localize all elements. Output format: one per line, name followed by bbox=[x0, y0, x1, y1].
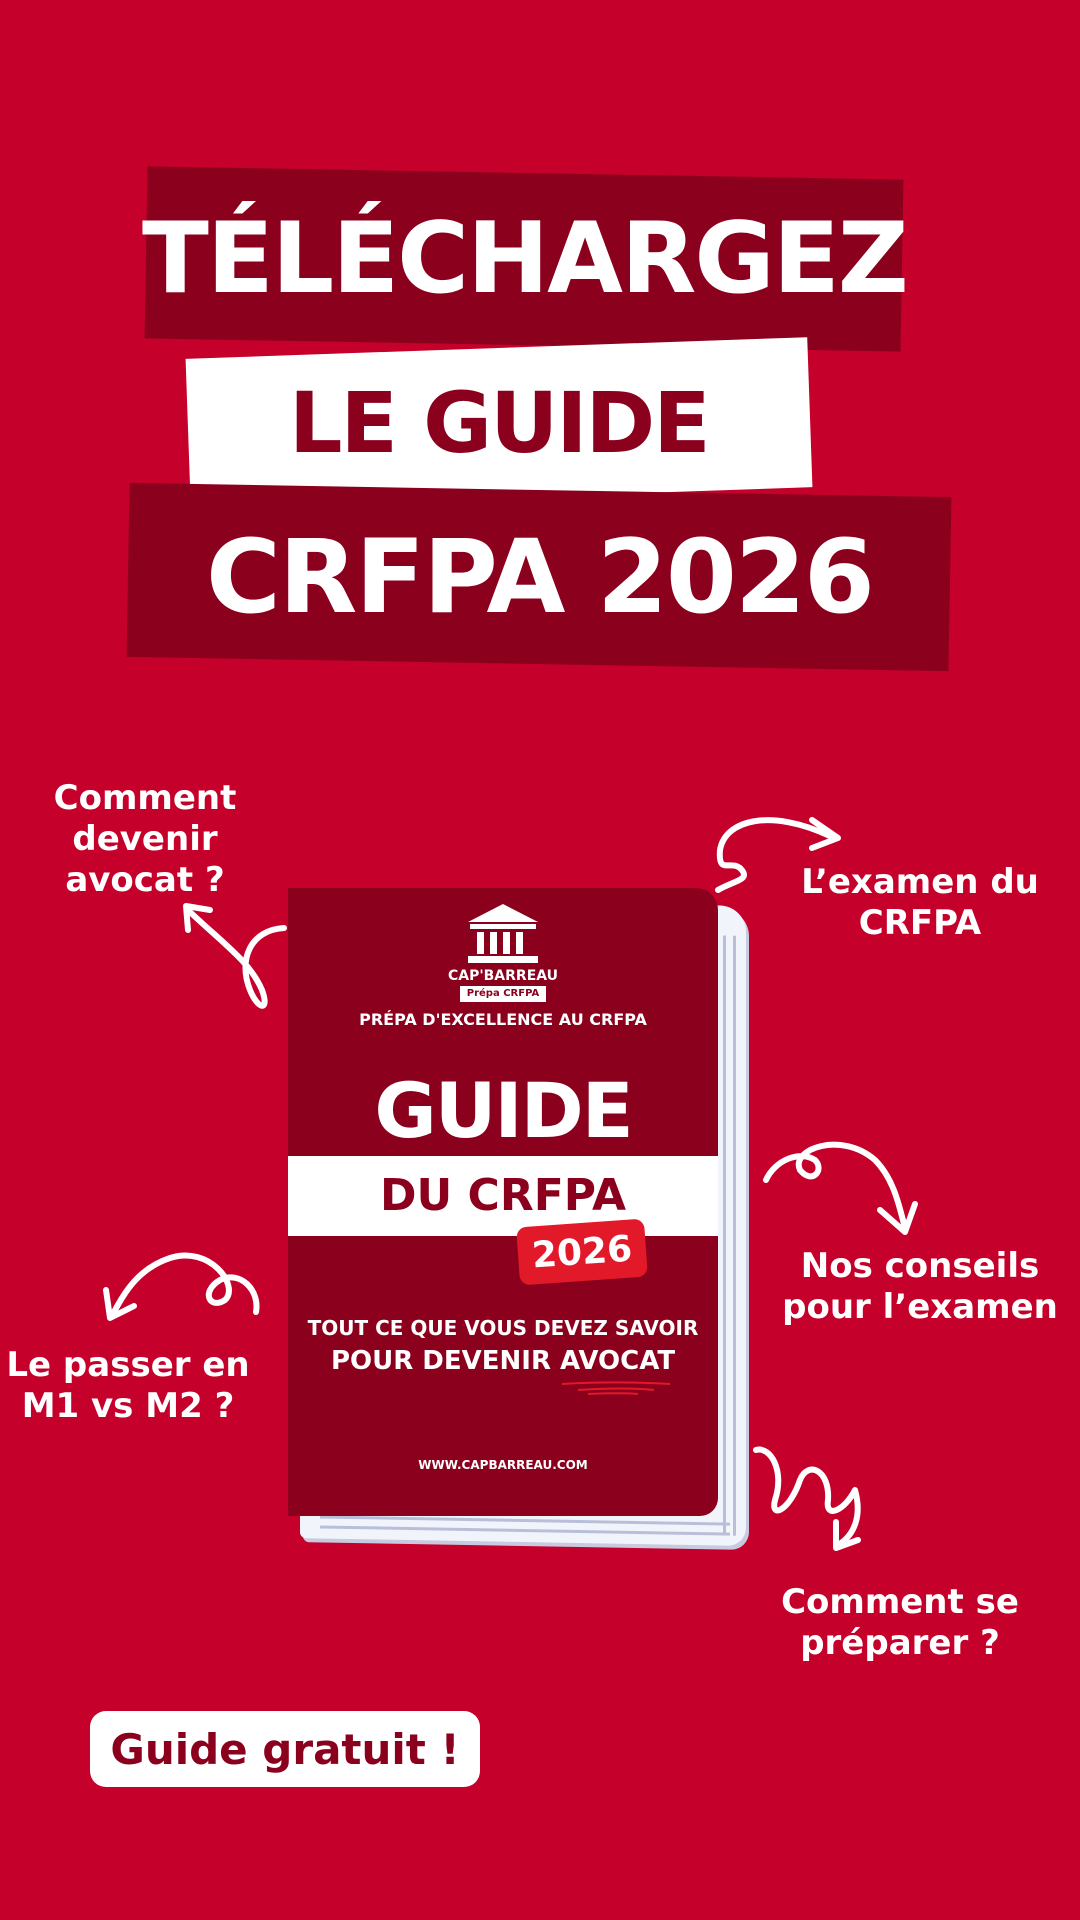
question-devenir-avocat: Comment devenir avocat ? bbox=[53, 778, 237, 900]
book-tagline: PRÉPA D'EXCELLENCE AU CRFPA bbox=[359, 1010, 647, 1029]
book-desc-line2: POUR DEVENIR AVOCAT bbox=[330, 1346, 676, 1376]
book-desc-line1: TOUT CE QUE VOUS DEVEZ SAVOIR bbox=[307, 1316, 699, 1340]
courthouse-icon bbox=[464, 902, 542, 966]
book-brand: CAP'BARREAU bbox=[447, 968, 559, 984]
question-conseils: Nos conseils pour l’examen bbox=[782, 1246, 1058, 1327]
book-year-badge: 2026 bbox=[516, 1219, 648, 1286]
book-title: GUIDE bbox=[374, 1066, 632, 1155]
book-subtitle: DU CRFPA bbox=[379, 1170, 627, 1221]
question-preparer: Comment se préparer ? bbox=[781, 1582, 1019, 1663]
guide-book-cover bbox=[288, 888, 718, 1516]
question-examen: L’examen du CRFPA bbox=[801, 862, 1039, 943]
headline-line3: CRFPA 2026 bbox=[205, 517, 873, 637]
question-m1-m2: Le passer en M1 vs M2 ? bbox=[6, 1345, 250, 1426]
book-website: WWW.CAPBARREAU.COM bbox=[418, 1458, 588, 1472]
headline-line2: LE GUIDE bbox=[289, 374, 709, 473]
scribble-underline bbox=[558, 1378, 678, 1398]
headline-line1: TÉLÉCHARGEZ bbox=[141, 202, 907, 316]
book-brand-sub: Prépa CRFPA bbox=[460, 986, 546, 1002]
free-guide-button[interactable]: Guide gratuit ! bbox=[90, 1711, 480, 1787]
book-subtitle-band bbox=[288, 1156, 718, 1236]
